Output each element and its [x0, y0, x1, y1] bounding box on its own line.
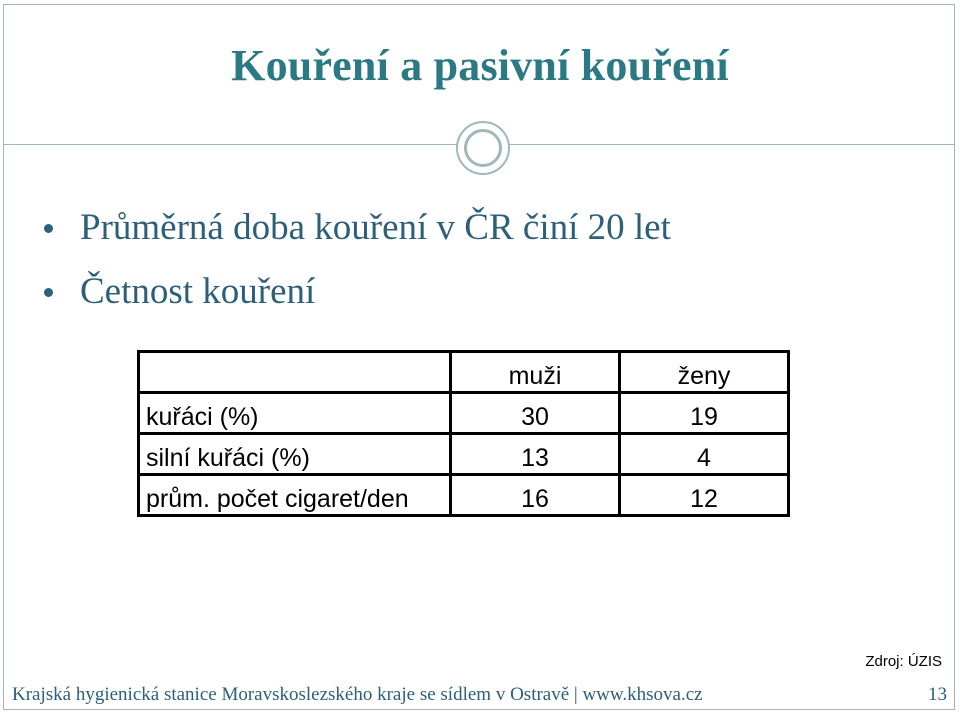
slide-title: Kouření a pasivní kouření: [231, 41, 729, 90]
circle-ornament-icon: [456, 121, 510, 175]
bullet-text: Průměrná doba kouření v ČR činí 20 let: [80, 207, 671, 248]
header-cell-empty: [139, 352, 451, 393]
header-cell-women: ženy: [620, 352, 789, 393]
cell-men: 13: [451, 434, 620, 475]
bullet-item: [42, 268, 671, 332]
table-row: [139, 434, 789, 475]
source-note: Zdroj: ÚZIS: [865, 653, 942, 670]
row-label: silní kuřáci (%): [139, 434, 451, 475]
smoking-table: [137, 350, 790, 517]
table-row: [139, 393, 789, 434]
table-header-row: [139, 352, 789, 393]
bullet-dot-icon: [44, 288, 53, 297]
cell-women: 4: [620, 434, 789, 475]
bullet-dot-icon: [44, 224, 53, 233]
circle-ornament-inner: [464, 129, 502, 167]
page-number: 13: [928, 684, 947, 705]
footer-organization: Krajská hygienická stanice Moravskoslezského kraje se sídlem v Ostravě | www.khsova.cz: [12, 684, 703, 705]
cell-women: 19: [620, 393, 789, 434]
cell-men: 16: [451, 475, 620, 516]
bullet-item: [42, 204, 671, 268]
bullet-text: Četnost kouření: [80, 271, 316, 312]
row-label: prům. počet cigaret/den: [139, 475, 451, 516]
cell-women: 12: [620, 475, 789, 516]
header-cell-men: muži: [451, 352, 620, 393]
bullet-list: [42, 204, 671, 332]
row-label: kuřáci (%): [139, 393, 451, 434]
table-row: [139, 475, 789, 516]
slide-footer: [12, 684, 947, 710]
cell-men: 30: [451, 393, 620, 434]
